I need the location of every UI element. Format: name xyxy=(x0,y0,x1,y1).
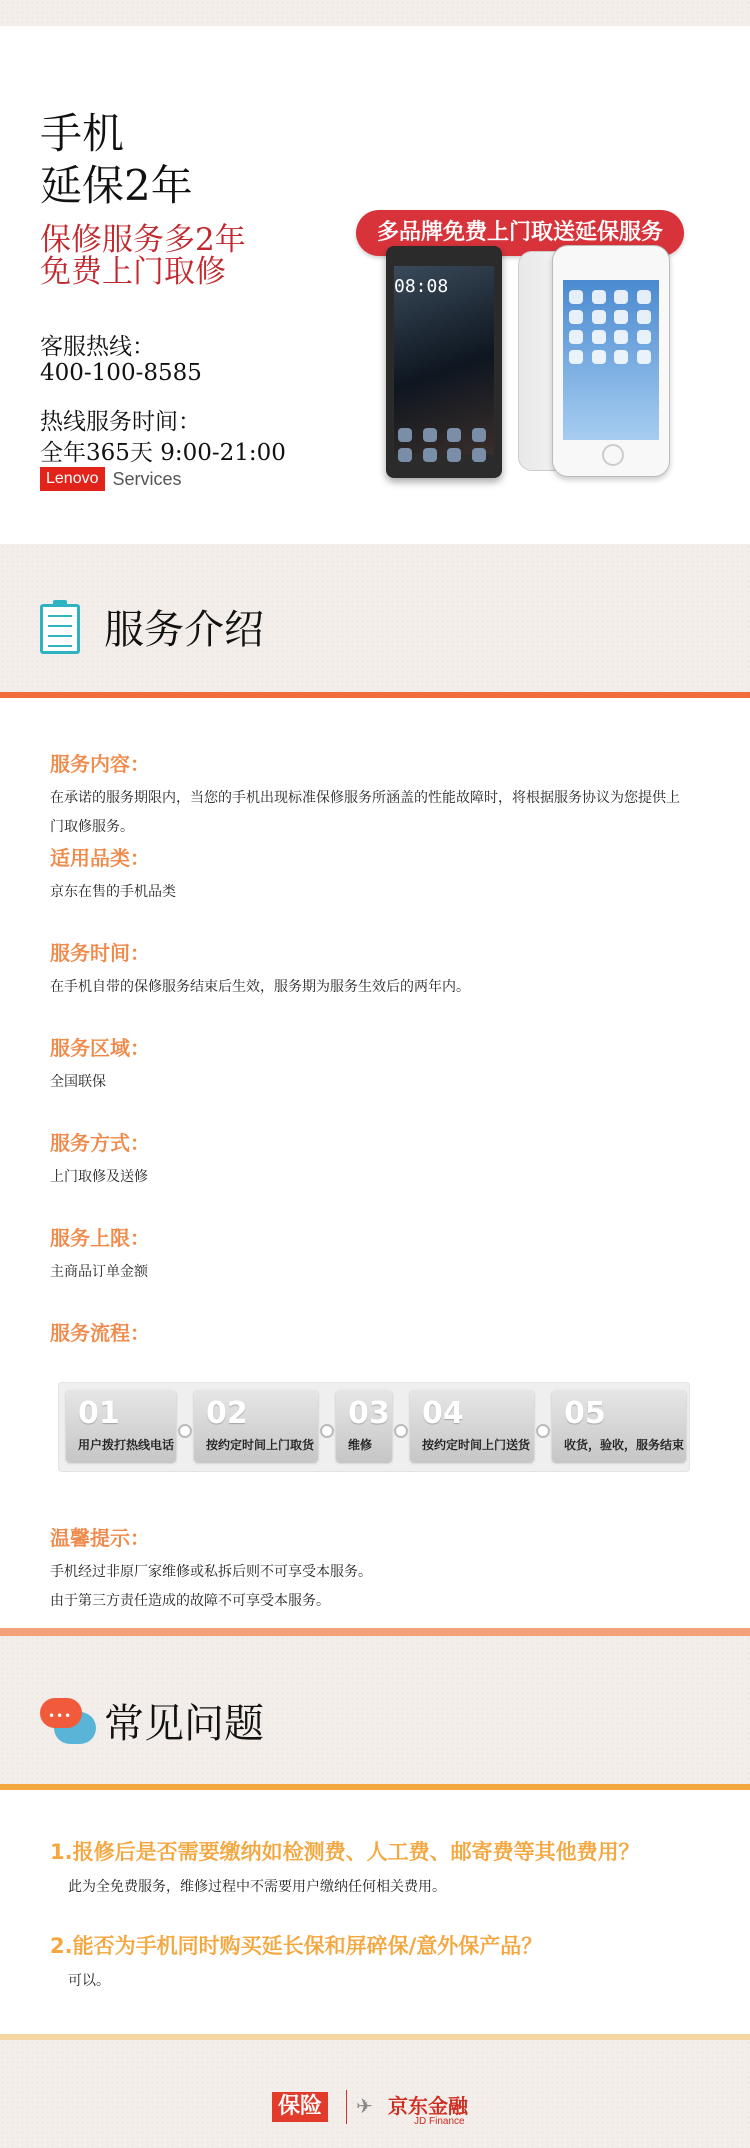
process-step xyxy=(410,1390,534,1462)
applicable-category-text: 京东在售的手机品类 xyxy=(50,884,176,900)
chat-bubbles-icon: ••• xyxy=(40,1698,96,1748)
services-text: Services xyxy=(112,468,182,489)
step-number: 01 xyxy=(78,1396,120,1431)
process-step xyxy=(66,1390,176,1462)
divider xyxy=(0,1784,750,1790)
faq-question: 1.报修后是否需要缴纳如检测费、人工费、邮寄费等其他费用？ xyxy=(50,1840,640,1864)
step-connector xyxy=(536,1424,550,1438)
step-number: 05 xyxy=(564,1396,606,1431)
service-time-label: 服务时间： xyxy=(50,941,150,965)
process-step xyxy=(336,1390,392,1462)
multi-brand-badge: 多品牌免费上门取送延保服务 xyxy=(356,210,684,256)
service-area-text: 全国联保 xyxy=(50,1074,106,1090)
process-step xyxy=(194,1390,318,1462)
step-label: 按约定时间上门送货 xyxy=(422,1438,531,1452)
step-label: 用户拨打热线电话 xyxy=(78,1438,175,1452)
service-content-text: 在承诺的服务期限内，当您的手机出现标准保修服务所涵盖的性能故障时，将根据服务协议为您提供上门取修服务。 xyxy=(50,790,680,835)
divider xyxy=(0,1628,750,1636)
faq-answer: 可以。 xyxy=(68,1973,110,1989)
step-number: 04 xyxy=(422,1396,464,1431)
document-icon xyxy=(40,604,80,654)
step-connector xyxy=(320,1424,334,1438)
lenovo-logo: Lenovo xyxy=(40,467,105,491)
service-content-label: 服务内容： xyxy=(50,752,150,776)
process-step xyxy=(552,1390,686,1462)
logo-divider xyxy=(346,2090,347,2124)
process-flow xyxy=(58,1382,690,1472)
applicable-category-label: 适用品类： xyxy=(50,846,150,870)
hotline-number[interactable]: 400-100-8585 xyxy=(40,360,202,386)
top-strip xyxy=(0,0,750,26)
service-intro-title: 服务介绍 xyxy=(104,607,264,653)
jd-finance-logo-en: JD Finance xyxy=(414,2116,465,2127)
tip-line: 由于第三方责任造成的故障不可享受本服务。 xyxy=(50,1593,330,1609)
faq-header xyxy=(0,1636,750,1788)
service-method-text: 上门取修及送修 xyxy=(50,1169,148,1185)
faq-answer: 此为全免费服务，维修过程中不需要用户缴纳任何相关费用。 xyxy=(68,1879,446,1895)
faq-question: 2.能否为手机同时购买延长保和屏碎保/意外保产品？ xyxy=(50,1934,543,1958)
lenovo-services-logo xyxy=(40,466,182,492)
service-time-text: 在手机自带的保修服务结束后生效，服务期为服务生效后的两年内。 xyxy=(50,979,470,995)
faq-title: 常见问题 xyxy=(104,1701,264,1747)
step-label: 按约定时间上门取货 xyxy=(206,1438,315,1452)
service-process-label: 服务流程： xyxy=(50,1321,150,1345)
hero-title: 手机 延保2年 xyxy=(40,109,193,210)
jd-finance-logo: 京东金融 xyxy=(388,2094,468,2118)
service-area-label: 服务区域： xyxy=(50,1036,150,1060)
step-connector xyxy=(394,1424,408,1438)
step-number: 03 xyxy=(348,1396,390,1431)
step-connector xyxy=(178,1424,192,1438)
service-limit-label: 服务上限： xyxy=(50,1226,150,1250)
hotline-label: 客服热线： xyxy=(40,334,155,360)
step-number: 02 xyxy=(206,1396,248,1431)
tip-line: 手机经过非原厂家维修或私拆后则不可享受本服务。 xyxy=(50,1564,372,1580)
android-phone-image xyxy=(386,246,502,478)
tips-label: 温馨提示： xyxy=(50,1526,150,1550)
jd-finance-icon: ✈ xyxy=(356,2094,373,2118)
insurance-logo: 保险 xyxy=(272,2092,328,2122)
hours-label: 热线服务时间： xyxy=(40,409,201,435)
step-label: 收货，验收，服务结束 xyxy=(564,1438,685,1452)
service-method-label: 服务方式： xyxy=(50,1131,150,1155)
service-limit-text: 主商品订单金额 xyxy=(50,1264,148,1280)
hero-subtitle: 保修服务多2年 免费上门取修 xyxy=(40,222,246,290)
phone-clock: 08:08 xyxy=(394,276,449,297)
service-intro-header xyxy=(0,544,750,692)
step-label: 维修 xyxy=(348,1438,373,1452)
iphone-image xyxy=(518,245,668,477)
divider xyxy=(0,692,750,698)
hours-value: 全年365天 9:00-21:00 xyxy=(40,440,286,466)
